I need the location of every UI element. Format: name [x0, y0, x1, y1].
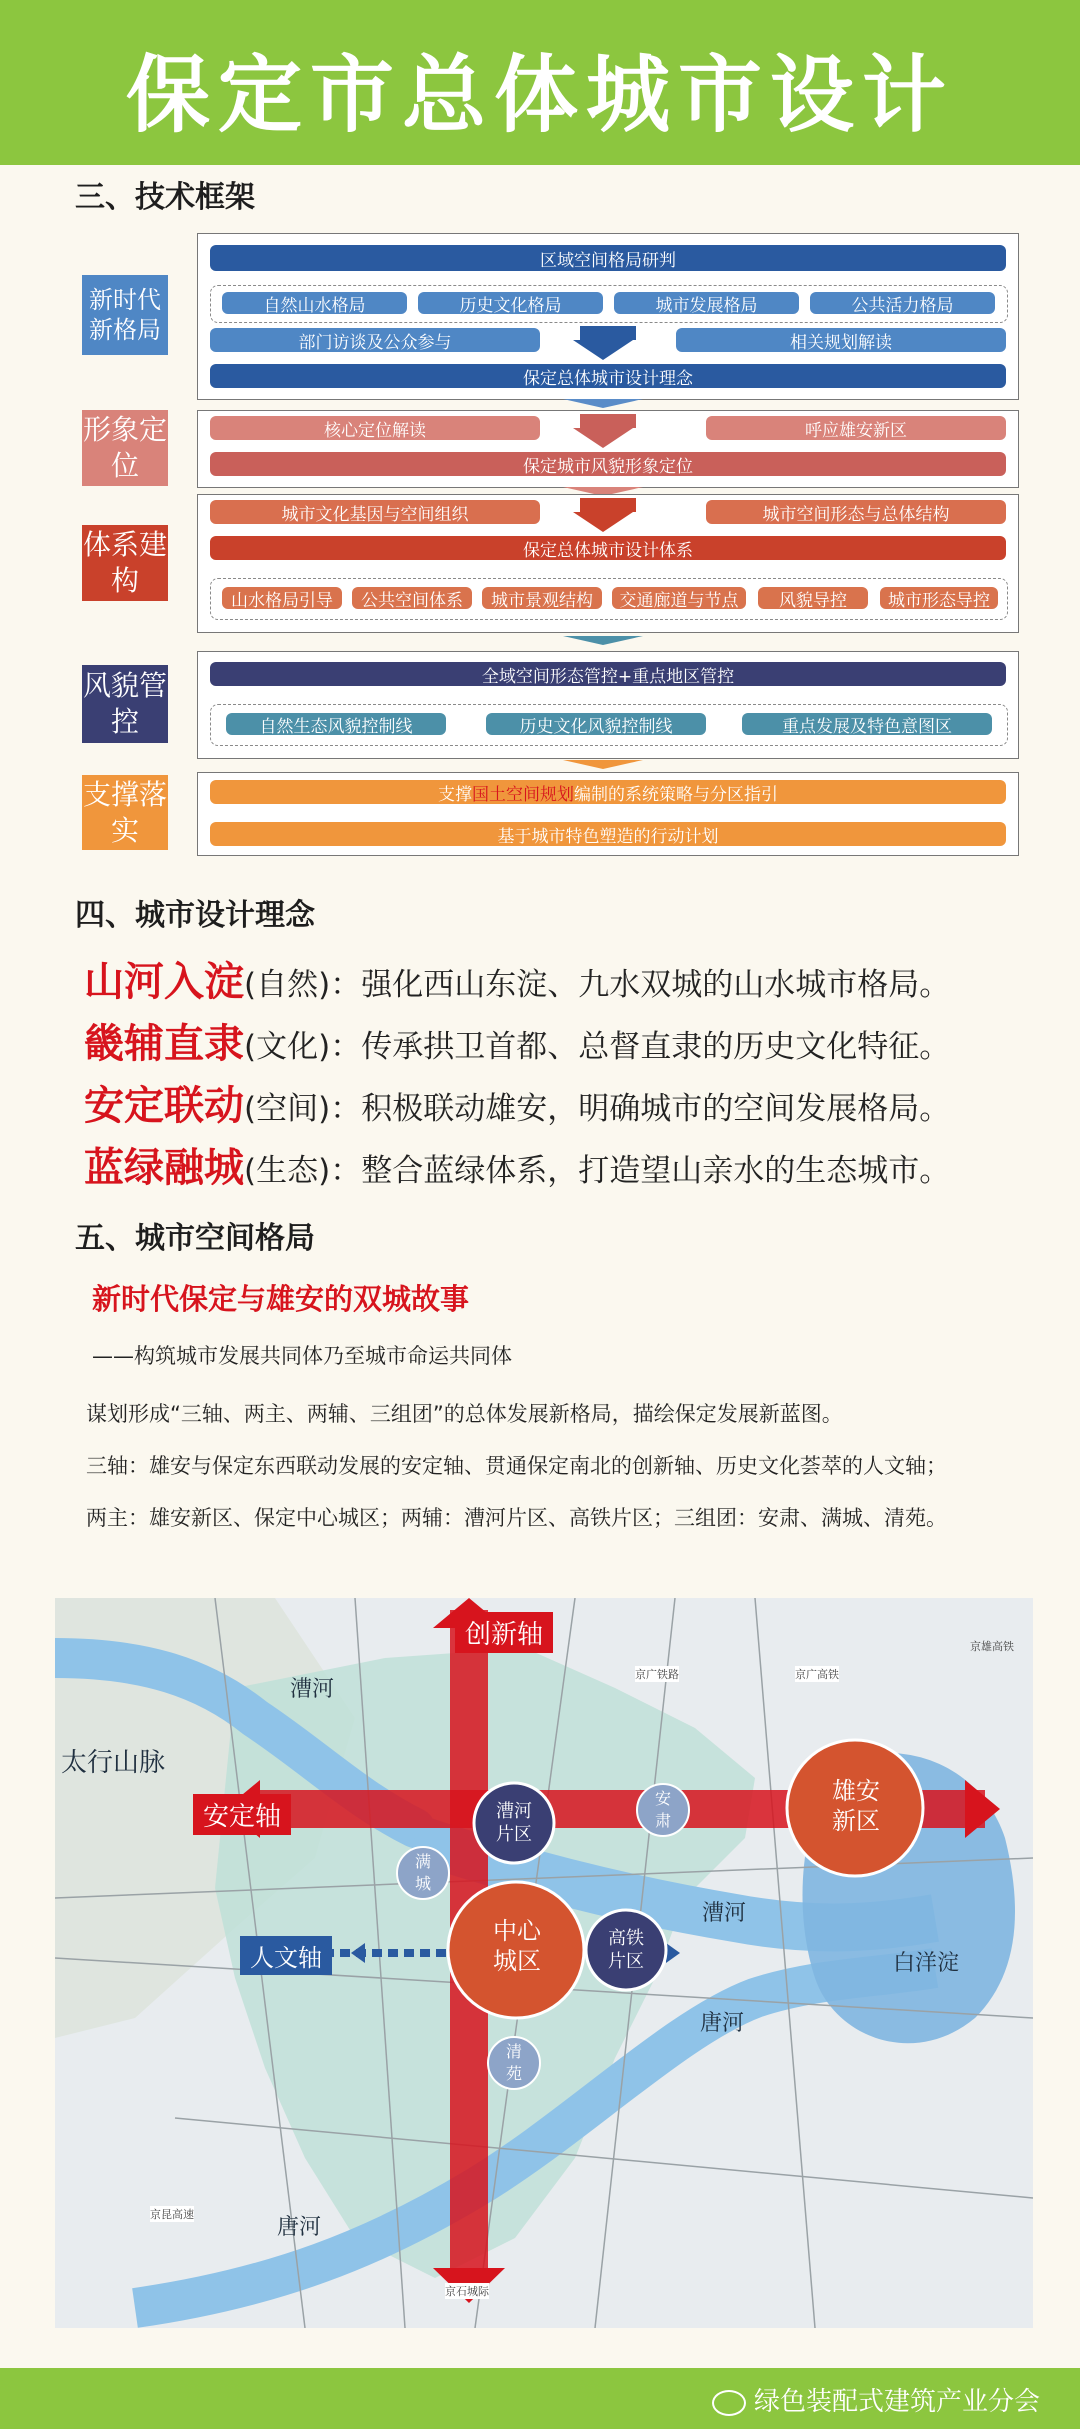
bar-text: 编制的系统策略与分区指引	[574, 784, 778, 805]
road-label: 京昆高速	[150, 2208, 194, 2221]
section5-subtitle: 新时代保定与雄安的双城故事	[92, 1282, 470, 1316]
concept-text: ：强化西山东淀、九水双城的山水城市格局。	[330, 967, 951, 1003]
framework-label-3: 体系建构	[82, 525, 168, 601]
arrow-body	[580, 498, 636, 512]
framework-sub-item: 交通廊道与节点	[612, 587, 746, 609]
section5-tagline: ——构筑城市发展共同体乃至城市命运共同体	[92, 1344, 512, 1368]
framework-bar: 相关规划解读	[676, 328, 1006, 352]
section5-title: 五、城市空间格局	[75, 1221, 315, 1256]
framework-bar: 呼应雄安新区	[706, 416, 1006, 440]
framework-sub-item: 城市发展格局	[614, 292, 799, 314]
tanghe-west-label: 唐河	[277, 2215, 322, 2240]
qingyuan-label: 清苑	[505, 2042, 522, 2083]
caohe-east-label: 漕河	[702, 1901, 747, 1926]
concept-line	[84, 1012, 950, 1069]
footer-source	[712, 2381, 1040, 2418]
bar-highlight: 国土空间规划	[472, 784, 574, 805]
page-title: 保定市总体城市设计	[125, 46, 954, 144]
concept-key: 安定联动	[84, 1083, 244, 1129]
down-arrow-icon	[563, 399, 643, 408]
baiyangdian-label: 白洋淀	[893, 1951, 960, 1976]
concept-text: ：整合蓝绿体系，打造望山亲水的生态城市。	[330, 1153, 951, 1189]
framework-bar: 基于城市特色塑造的行动计划	[210, 822, 1006, 846]
down-arrow-icon	[573, 428, 633, 448]
framework-sub-item: 自然生态风貌控制线	[226, 713, 446, 735]
framework-sub-item: 公共空间体系	[352, 587, 472, 609]
paragraph: 三轴：雄安与保定东西联动发展的安定轴、贯通保定南北的创新轴、历史文化荟萃的人文轴；	[86, 1454, 947, 1478]
framework-label-4: 风貌管控	[82, 665, 168, 743]
framework-bar: 核心定位解读	[210, 416, 540, 440]
framework-bar: 城市文化基因与空间组织	[210, 500, 540, 524]
framework-label-5: 支撑落实	[82, 775, 168, 850]
framework-sub-item: 自然山水格局	[222, 292, 407, 314]
down-arrow-icon	[563, 760, 643, 769]
concept-line	[84, 1136, 950, 1193]
tanghe-label: 唐河	[700, 2011, 745, 2036]
concept-key: 畿辅直隶	[84, 1021, 244, 1067]
caohe-label: 漕河	[290, 1677, 335, 1702]
mancheng-label: 满城	[414, 1852, 431, 1893]
footer-text: 绿色装配式建筑产业分会	[753, 2387, 1040, 2417]
framework-sub-item: 风貌导控	[758, 587, 868, 609]
framework-sub-item: 公共活力格局	[810, 292, 995, 314]
paragraph: 谋划形成“三轴、两主、两辅、三组团”的总体发展新格局，描绘保定发展新蓝图。	[86, 1402, 843, 1426]
road-label: 京广高铁	[795, 1668, 839, 1681]
xiongan-label: 雄安新区	[832, 1777, 880, 1835]
paragraph: 两主：雄安新区、保定中心城区；两辅：漕河片区、高铁片区；三组团：安肃、满城、清苑。	[86, 1506, 947, 1530]
concept-paren: (空间)	[244, 1091, 331, 1127]
concept-text: ：传承拱卫首都、总督直隶的历史文化特征。	[330, 1029, 951, 1065]
concept-text: ：积极联动雄安，明确城市的空间发展格局。	[330, 1091, 951, 1127]
arrow-body	[580, 326, 636, 340]
framework-bar: 保定城市风貌形象定位	[210, 452, 1006, 476]
down-arrow-icon	[573, 340, 633, 360]
framework-bar: 全域空间形态管控+重点地区管控	[210, 662, 1006, 686]
concept-paren: (文化)	[244, 1029, 331, 1065]
framework-sub-item: 历史文化格局	[418, 292, 603, 314]
section3-title: 三、技术框架	[75, 180, 255, 215]
framework-bar	[210, 780, 1006, 804]
framework-sub-item: 山水格局引导	[222, 587, 342, 609]
framework-bar: 保定总体城市设计体系	[210, 536, 1006, 560]
arrow-right-icon	[666, 1943, 680, 1963]
framework-bar: 城市空间形态与总体结构	[706, 500, 1006, 524]
arrow-body	[580, 414, 636, 428]
road-label: 京广铁路	[635, 1668, 679, 1681]
culture-axis-label: 人文轴	[240, 1936, 332, 1975]
down-arrow-icon	[563, 636, 643, 645]
framework-bar: 区域空间格局研判	[210, 245, 1006, 271]
framework-sub-item: 城市景观结构	[482, 587, 602, 609]
concept-key: 蓝绿融城	[84, 1145, 244, 1191]
wechat-icon	[712, 2390, 746, 2416]
ansu-label: 安肃	[654, 1789, 671, 1830]
concept-paren: (生态)	[244, 1153, 331, 1189]
innovation-axis-label: 创新轴	[455, 1612, 553, 1653]
framework-bar: 保定总体城市设计理念	[210, 364, 1006, 388]
framework-sub-item: 历史文化风貌控制线	[486, 713, 706, 735]
hsr-label: 京雄高铁	[970, 1640, 1014, 1653]
concept-key: 山河入淀	[84, 959, 244, 1005]
bar-text: 支撑	[438, 784, 472, 805]
center-label: 中心城区	[493, 1917, 541, 1975]
framework-sub-item: 城市形态导控	[880, 587, 998, 609]
concept-line	[84, 1074, 950, 1131]
framework-label-1: 新时代新格局	[82, 275, 168, 355]
caohe-area-label: 漕河片区	[496, 1801, 532, 1845]
taihang-label: 太行山脉	[61, 1748, 166, 1778]
framework-sub-item: 重点发展及特色意图区	[742, 713, 992, 735]
framework-bar: 部门访谈及公众参与	[210, 328, 540, 352]
section4-title: 四、城市设计理念	[75, 898, 315, 933]
framework-label-2: 形象定位	[82, 410, 168, 486]
concept-line	[84, 950, 950, 1007]
anding-axis-label: 安定轴	[193, 1794, 291, 1835]
concept-paren: (自然)	[244, 967, 331, 1003]
gaotie-area-label: 高铁片区	[608, 1928, 644, 1972]
spatial-pattern-map	[55, 1598, 1033, 2328]
down-arrow-icon	[573, 512, 633, 532]
road-label: 京石城际	[445, 2285, 489, 2298]
